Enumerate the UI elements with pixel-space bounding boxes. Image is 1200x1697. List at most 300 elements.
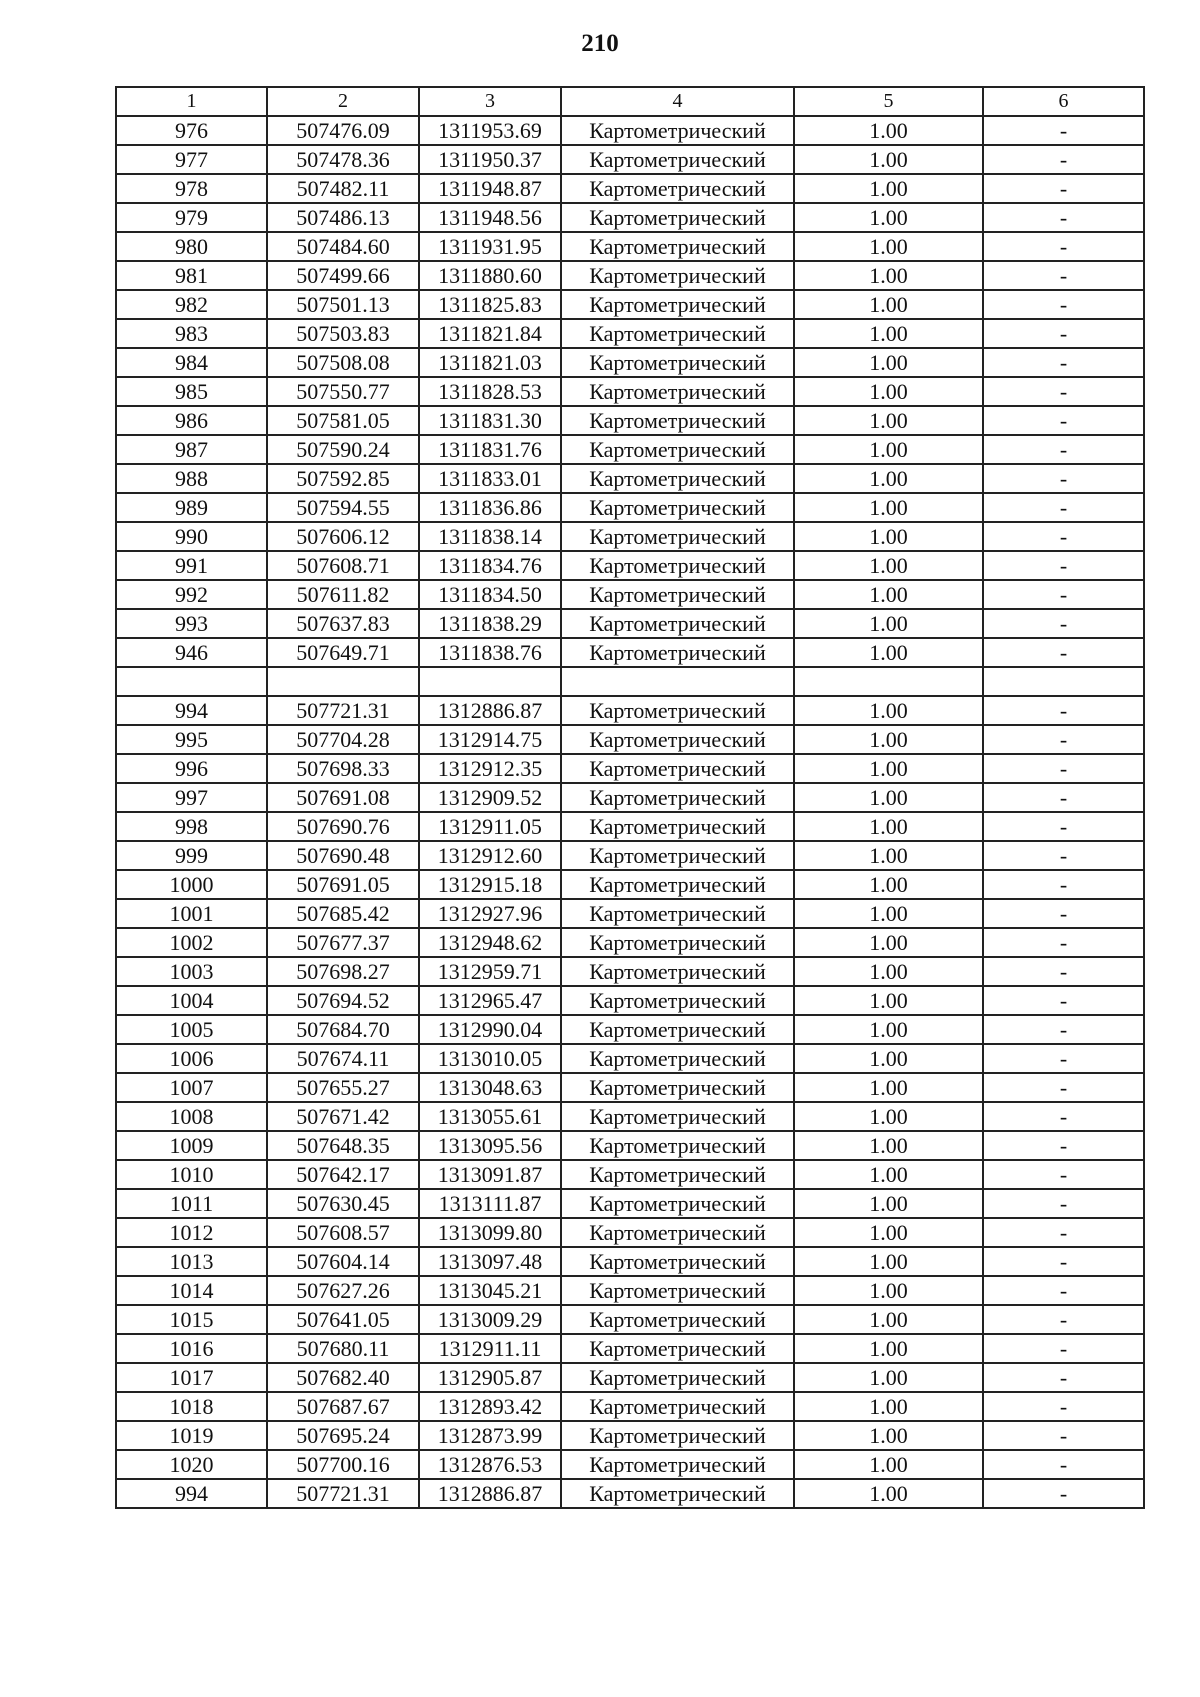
accuracy-cell: 1.00 — [794, 1334, 983, 1363]
column-header-3: 3 — [419, 87, 561, 116]
accuracy-cell: 1.00 — [794, 754, 983, 783]
method-cell: Картометрический — [561, 1334, 794, 1363]
x-coordinate-cell: 507721.31 — [267, 696, 419, 725]
y-coordinate-cell: 1313055.61 — [419, 1102, 561, 1131]
method-cell: Картометрический — [561, 870, 794, 899]
x-coordinate-cell: 507680.11 — [267, 1334, 419, 1363]
note-cell: - — [983, 1160, 1144, 1189]
y-coordinate-cell: 1312873.99 — [419, 1421, 561, 1450]
note-cell: - — [983, 725, 1144, 754]
point-number-cell: 1002 — [116, 928, 267, 957]
note-cell: - — [983, 1015, 1144, 1044]
y-coordinate-cell: 1313095.56 — [419, 1131, 561, 1160]
note-cell: - — [983, 696, 1144, 725]
table-row — [116, 435, 1144, 464]
note-cell: - — [983, 1189, 1144, 1218]
note-cell: - — [983, 290, 1144, 319]
x-coordinate-cell: 507704.28 — [267, 725, 419, 754]
y-coordinate-cell: 1311834.76 — [419, 551, 561, 580]
table-row — [116, 522, 1144, 551]
y-coordinate-cell: 1311821.03 — [419, 348, 561, 377]
x-coordinate-cell: 507684.70 — [267, 1015, 419, 1044]
method-cell: Картометрический — [561, 812, 794, 841]
table-row — [116, 1479, 1144, 1508]
y-coordinate-cell: 1312959.71 — [419, 957, 561, 986]
x-coordinate-cell: 507685.42 — [267, 899, 419, 928]
table-row — [116, 1218, 1144, 1247]
x-coordinate-cell: 507508.08 — [267, 348, 419, 377]
y-coordinate-cell: 1311931.95 — [419, 232, 561, 261]
point-number-cell: 984 — [116, 348, 267, 377]
accuracy-cell: 1.00 — [794, 203, 983, 232]
point-number-cell: 997 — [116, 783, 267, 812]
accuracy-cell: 1.00 — [794, 957, 983, 986]
method-cell: Картометрический — [561, 899, 794, 928]
note-cell: - — [983, 464, 1144, 493]
y-coordinate-cell: 1313045.21 — [419, 1276, 561, 1305]
y-coordinate-cell: 1311834.50 — [419, 580, 561, 609]
table-row — [116, 145, 1144, 174]
table-row — [116, 667, 1144, 696]
y-coordinate-cell: 1312893.42 — [419, 1392, 561, 1421]
accuracy-cell: 1.00 — [794, 232, 983, 261]
x-coordinate-cell: 507550.77 — [267, 377, 419, 406]
point-number-cell: 1007 — [116, 1073, 267, 1102]
method-cell: Картометрический — [561, 783, 794, 812]
method-cell: Картометрический — [561, 1131, 794, 1160]
y-coordinate-cell: 1311825.83 — [419, 290, 561, 319]
method-cell: Картометрический — [561, 1044, 794, 1073]
method-cell: Картометрический — [561, 754, 794, 783]
note-cell: - — [983, 319, 1144, 348]
point-number-cell: 1015 — [116, 1305, 267, 1334]
table-row — [116, 841, 1144, 870]
point-number-cell — [116, 667, 267, 696]
x-coordinate-cell: 507721.31 — [267, 1479, 419, 1508]
y-coordinate-cell: 1311821.84 — [419, 319, 561, 348]
point-number-cell: 1018 — [116, 1392, 267, 1421]
column-header-1: 1 — [116, 87, 267, 116]
accuracy-cell: 1.00 — [794, 928, 983, 957]
table-row — [116, 609, 1144, 638]
accuracy-cell: 1.00 — [794, 1392, 983, 1421]
note-cell: - — [983, 1102, 1144, 1131]
point-number-cell: 1019 — [116, 1421, 267, 1450]
note-cell: - — [983, 551, 1144, 580]
x-coordinate-cell: 507655.27 — [267, 1073, 419, 1102]
x-coordinate-cell: 507671.42 — [267, 1102, 419, 1131]
point-number-cell: 1011 — [116, 1189, 267, 1218]
table-header-row — [116, 87, 1144, 116]
table-row — [116, 551, 1144, 580]
method-cell: Картометрический — [561, 464, 794, 493]
accuracy-cell: 1.00 — [794, 1479, 983, 1508]
accuracy-cell: 1.00 — [794, 1102, 983, 1131]
page-number: 210 — [581, 30, 619, 57]
point-number-cell: 1009 — [116, 1131, 267, 1160]
x-coordinate-cell: 507592.85 — [267, 464, 419, 493]
accuracy-cell: 1.00 — [794, 145, 983, 174]
accuracy-cell — [794, 667, 983, 696]
accuracy-cell: 1.00 — [794, 1247, 983, 1276]
method-cell: Картометрический — [561, 406, 794, 435]
method-cell: Картометрический — [561, 1073, 794, 1102]
method-cell: Картометрический — [561, 377, 794, 406]
point-number-cell: 991 — [116, 551, 267, 580]
method-cell: Картометрический — [561, 928, 794, 957]
accuracy-cell: 1.00 — [794, 1160, 983, 1189]
accuracy-cell: 1.00 — [794, 638, 983, 667]
note-cell: - — [983, 783, 1144, 812]
method-cell: Картометрический — [561, 1421, 794, 1450]
note-cell: - — [983, 1479, 1144, 1508]
y-coordinate-cell: 1313099.80 — [419, 1218, 561, 1247]
column-header-2: 2 — [267, 87, 419, 116]
note-cell: - — [983, 435, 1144, 464]
note-cell: - — [983, 580, 1144, 609]
point-number-cell: 1010 — [116, 1160, 267, 1189]
table-row — [116, 812, 1144, 841]
x-coordinate-cell: 507677.37 — [267, 928, 419, 957]
table-row — [116, 696, 1144, 725]
x-coordinate-cell — [267, 667, 419, 696]
note-cell: - — [983, 1363, 1144, 1392]
y-coordinate-cell: 1312927.96 — [419, 899, 561, 928]
point-number-cell: 979 — [116, 203, 267, 232]
x-coordinate-cell: 507694.52 — [267, 986, 419, 1015]
table-row — [116, 1421, 1144, 1450]
method-cell: Картометрический — [561, 116, 794, 145]
accuracy-cell: 1.00 — [794, 986, 983, 1015]
x-coordinate-cell: 507608.71 — [267, 551, 419, 580]
accuracy-cell: 1.00 — [794, 1131, 983, 1160]
y-coordinate-cell: 1311880.60 — [419, 261, 561, 290]
method-cell: Картометрический — [561, 638, 794, 667]
table-row — [116, 986, 1144, 1015]
x-coordinate-cell: 507649.71 — [267, 638, 419, 667]
point-number-cell: 995 — [116, 725, 267, 754]
accuracy-cell: 1.00 — [794, 1450, 983, 1479]
y-coordinate-cell: 1312909.52 — [419, 783, 561, 812]
accuracy-cell: 1.00 — [794, 1421, 983, 1450]
table-row — [116, 174, 1144, 203]
x-coordinate-cell: 507478.36 — [267, 145, 419, 174]
table-row — [116, 377, 1144, 406]
coordinates-table — [115, 86, 1145, 1509]
table-row — [116, 1044, 1144, 1073]
x-coordinate-cell: 507637.83 — [267, 609, 419, 638]
accuracy-cell: 1.00 — [794, 696, 983, 725]
x-coordinate-cell: 507682.40 — [267, 1363, 419, 1392]
method-cell: Картометрический — [561, 1160, 794, 1189]
y-coordinate-cell: 1311838.76 — [419, 638, 561, 667]
point-number-cell: 994 — [116, 1479, 267, 1508]
accuracy-cell: 1.00 — [794, 406, 983, 435]
table-row — [116, 1334, 1144, 1363]
y-coordinate-cell: 1311838.14 — [419, 522, 561, 551]
y-coordinate-cell: 1312915.18 — [419, 870, 561, 899]
y-coordinate-cell: 1312886.87 — [419, 1479, 561, 1508]
table-row — [116, 1102, 1144, 1131]
accuracy-cell: 1.00 — [794, 319, 983, 348]
point-number-cell: 1012 — [116, 1218, 267, 1247]
accuracy-cell: 1.00 — [794, 174, 983, 203]
method-cell: Картометрический — [561, 725, 794, 754]
table-row — [116, 870, 1144, 899]
point-number-cell: 992 — [116, 580, 267, 609]
accuracy-cell: 1.00 — [794, 783, 983, 812]
point-number-cell: 977 — [116, 145, 267, 174]
note-cell: - — [983, 638, 1144, 667]
note-cell: - — [983, 841, 1144, 870]
method-cell: Картометрический — [561, 1218, 794, 1247]
x-coordinate-cell: 507484.60 — [267, 232, 419, 261]
method-cell: Картометрический — [561, 957, 794, 986]
note-cell: - — [983, 1421, 1144, 1450]
y-coordinate-cell: 1312911.11 — [419, 1334, 561, 1363]
method-cell: Картометрический — [561, 986, 794, 1015]
note-cell: - — [983, 1247, 1144, 1276]
point-number-cell: 1014 — [116, 1276, 267, 1305]
note-cell: - — [983, 812, 1144, 841]
note-cell: - — [983, 493, 1144, 522]
note-cell: - — [983, 145, 1144, 174]
method-cell: Картометрический — [561, 290, 794, 319]
point-number-cell: 1001 — [116, 899, 267, 928]
x-coordinate-cell: 507691.08 — [267, 783, 419, 812]
y-coordinate-cell: 1312990.04 — [419, 1015, 561, 1044]
point-number-cell: 989 — [116, 493, 267, 522]
y-coordinate-cell: 1311950.37 — [419, 145, 561, 174]
method-cell: Картометрический — [561, 1189, 794, 1218]
note-cell: - — [983, 174, 1144, 203]
x-coordinate-cell: 507674.11 — [267, 1044, 419, 1073]
point-number-cell: 986 — [116, 406, 267, 435]
method-cell: Картометрический — [561, 1015, 794, 1044]
x-coordinate-cell: 507700.16 — [267, 1450, 419, 1479]
note-cell: - — [983, 1276, 1144, 1305]
note-cell: - — [983, 1073, 1144, 1102]
table-row — [116, 638, 1144, 667]
note-cell: - — [983, 1305, 1144, 1334]
accuracy-cell: 1.00 — [794, 1305, 983, 1334]
point-number-cell: 1008 — [116, 1102, 267, 1131]
note-cell: - — [983, 406, 1144, 435]
note-cell: - — [983, 609, 1144, 638]
note-cell: - — [983, 522, 1144, 551]
accuracy-cell: 1.00 — [794, 841, 983, 870]
y-coordinate-cell: 1312914.75 — [419, 725, 561, 754]
table-row — [116, 754, 1144, 783]
x-coordinate-cell: 507503.83 — [267, 319, 419, 348]
y-coordinate-cell: 1313111.87 — [419, 1189, 561, 1218]
method-cell: Картометрический — [561, 1450, 794, 1479]
y-coordinate-cell: 1311831.76 — [419, 435, 561, 464]
note-cell: - — [983, 754, 1144, 783]
x-coordinate-cell: 507608.57 — [267, 1218, 419, 1247]
column-header-6: 6 — [983, 87, 1144, 116]
x-coordinate-cell: 507581.05 — [267, 406, 419, 435]
method-cell — [561, 667, 794, 696]
point-number-cell: 980 — [116, 232, 267, 261]
accuracy-cell: 1.00 — [794, 725, 983, 754]
x-coordinate-cell: 507698.33 — [267, 754, 419, 783]
method-cell: Картометрический — [561, 203, 794, 232]
note-cell: - — [983, 203, 1144, 232]
x-coordinate-cell: 507690.48 — [267, 841, 419, 870]
accuracy-cell: 1.00 — [794, 522, 983, 551]
method-cell: Картометрический — [561, 174, 794, 203]
accuracy-cell: 1.00 — [794, 290, 983, 319]
accuracy-cell: 1.00 — [794, 609, 983, 638]
x-coordinate-cell: 507695.24 — [267, 1421, 419, 1450]
table-row — [116, 1392, 1144, 1421]
point-number-cell: 988 — [116, 464, 267, 493]
x-coordinate-cell: 507698.27 — [267, 957, 419, 986]
accuracy-cell: 1.00 — [794, 1189, 983, 1218]
table-row — [116, 464, 1144, 493]
y-coordinate-cell: 1311948.87 — [419, 174, 561, 203]
y-coordinate-cell: 1313010.05 — [419, 1044, 561, 1073]
y-coordinate-cell: 1313091.87 — [419, 1160, 561, 1189]
x-coordinate-cell: 507642.17 — [267, 1160, 419, 1189]
x-coordinate-cell: 507606.12 — [267, 522, 419, 551]
accuracy-cell: 1.00 — [794, 580, 983, 609]
accuracy-cell: 1.00 — [794, 493, 983, 522]
accuracy-cell: 1.00 — [794, 1015, 983, 1044]
accuracy-cell: 1.00 — [794, 116, 983, 145]
y-coordinate-cell: 1311838.29 — [419, 609, 561, 638]
point-number-cell: 1000 — [116, 870, 267, 899]
note-cell: - — [983, 957, 1144, 986]
accuracy-cell: 1.00 — [794, 464, 983, 493]
y-coordinate-cell: 1313048.63 — [419, 1073, 561, 1102]
y-coordinate-cell: 1312886.87 — [419, 696, 561, 725]
table-row — [116, 580, 1144, 609]
x-coordinate-cell: 507691.05 — [267, 870, 419, 899]
method-cell: Картометрический — [561, 841, 794, 870]
method-cell: Картометрический — [561, 522, 794, 551]
method-cell: Картометрический — [561, 1276, 794, 1305]
table-row — [116, 1189, 1144, 1218]
x-coordinate-cell: 507648.35 — [267, 1131, 419, 1160]
y-coordinate-cell: 1313009.29 — [419, 1305, 561, 1334]
note-cell: - — [983, 1044, 1144, 1073]
table-body — [116, 87, 1144, 1508]
point-number-cell: 1020 — [116, 1450, 267, 1479]
x-coordinate-cell: 507476.09 — [267, 116, 419, 145]
method-cell: Картометрический — [561, 145, 794, 174]
x-coordinate-cell: 507594.55 — [267, 493, 419, 522]
table-row — [116, 957, 1144, 986]
method-cell: Картометрический — [561, 1247, 794, 1276]
note-cell: - — [983, 870, 1144, 899]
point-number-cell: 996 — [116, 754, 267, 783]
point-number-cell: 946 — [116, 638, 267, 667]
table-row — [116, 1015, 1144, 1044]
note-cell: - — [983, 261, 1144, 290]
point-number-cell: 1004 — [116, 986, 267, 1015]
x-coordinate-cell: 507501.13 — [267, 290, 419, 319]
table-row — [116, 1073, 1144, 1102]
accuracy-cell: 1.00 — [794, 1363, 983, 1392]
table-row — [116, 1363, 1144, 1392]
x-coordinate-cell: 507690.76 — [267, 812, 419, 841]
note-cell: - — [983, 348, 1144, 377]
y-coordinate-cell: 1311831.30 — [419, 406, 561, 435]
table-row — [116, 203, 1144, 232]
point-number-cell: 998 — [116, 812, 267, 841]
point-number-cell: 1003 — [116, 957, 267, 986]
accuracy-cell: 1.00 — [794, 1073, 983, 1102]
y-coordinate-cell: 1312912.35 — [419, 754, 561, 783]
method-cell: Картометрический — [561, 435, 794, 464]
point-number-cell: 1006 — [116, 1044, 267, 1073]
table-row — [116, 928, 1144, 957]
y-coordinate-cell: 1311953.69 — [419, 116, 561, 145]
note-cell: - — [983, 986, 1144, 1015]
y-coordinate-cell: 1311836.86 — [419, 493, 561, 522]
y-coordinate-cell: 1312965.47 — [419, 986, 561, 1015]
table-row — [116, 319, 1144, 348]
x-coordinate-cell: 507611.82 — [267, 580, 419, 609]
y-coordinate-cell: 1311948.56 — [419, 203, 561, 232]
note-cell: - — [983, 899, 1144, 928]
y-coordinate-cell: 1312905.87 — [419, 1363, 561, 1392]
note-cell: - — [983, 1392, 1144, 1421]
method-cell: Картометрический — [561, 493, 794, 522]
x-coordinate-cell: 507482.11 — [267, 174, 419, 203]
y-coordinate-cell: 1312911.05 — [419, 812, 561, 841]
accuracy-cell: 1.00 — [794, 1276, 983, 1305]
accuracy-cell: 1.00 — [794, 1218, 983, 1247]
table-row — [116, 1160, 1144, 1189]
y-coordinate-cell: 1312912.60 — [419, 841, 561, 870]
table-row — [116, 1131, 1144, 1160]
accuracy-cell: 1.00 — [794, 348, 983, 377]
x-coordinate-cell: 507627.26 — [267, 1276, 419, 1305]
point-number-cell: 1017 — [116, 1363, 267, 1392]
point-number-cell: 985 — [116, 377, 267, 406]
note-cell: - — [983, 928, 1144, 957]
method-cell: Картометрический — [561, 348, 794, 377]
y-coordinate-cell: 1311828.53 — [419, 377, 561, 406]
y-coordinate-cell: 1313097.48 — [419, 1247, 561, 1276]
method-cell: Картометрический — [561, 1102, 794, 1131]
y-coordinate-cell: 1312948.62 — [419, 928, 561, 957]
x-coordinate-cell: 507630.45 — [267, 1189, 419, 1218]
point-number-cell: 993 — [116, 609, 267, 638]
point-number-cell: 981 — [116, 261, 267, 290]
table-row — [116, 725, 1144, 754]
y-coordinate-cell: 1312876.53 — [419, 1450, 561, 1479]
note-cell — [983, 667, 1144, 696]
accuracy-cell: 1.00 — [794, 1044, 983, 1073]
point-number-cell: 978 — [116, 174, 267, 203]
x-coordinate-cell: 507604.14 — [267, 1247, 419, 1276]
x-coordinate-cell: 507687.67 — [267, 1392, 419, 1421]
point-number-cell: 1013 — [116, 1247, 267, 1276]
x-coordinate-cell: 507486.13 — [267, 203, 419, 232]
point-number-cell: 976 — [116, 116, 267, 145]
y-coordinate-cell: 1311833.01 — [419, 464, 561, 493]
table-row — [116, 783, 1144, 812]
table-row — [116, 493, 1144, 522]
method-cell: Картометрический — [561, 1363, 794, 1392]
method-cell: Картометрический — [561, 319, 794, 348]
table-row — [116, 348, 1144, 377]
method-cell: Картометрический — [561, 580, 794, 609]
